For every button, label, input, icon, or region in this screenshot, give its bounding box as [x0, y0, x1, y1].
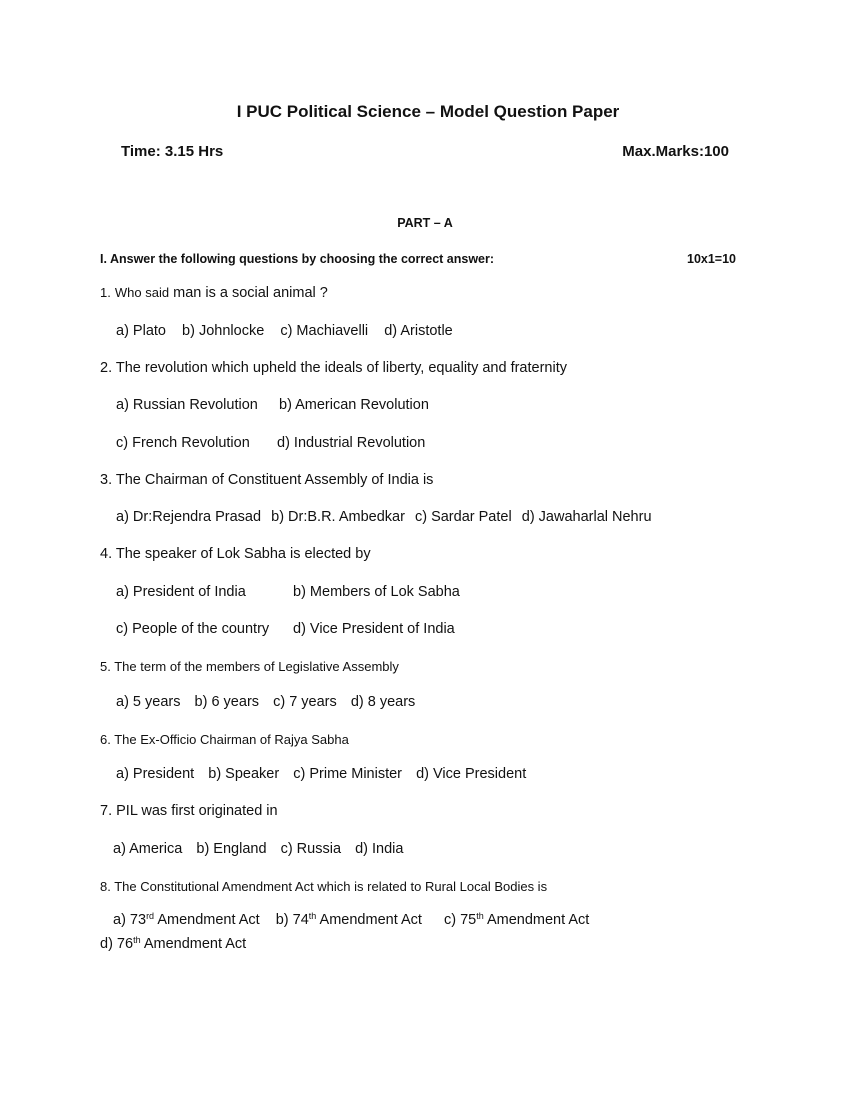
question-text: PIL was first originated in [116, 803, 278, 819]
question-number: 3. [100, 472, 113, 488]
option-d: d) India [355, 841, 404, 857]
question-text: The revolution which upheld the ideals of liberty, equality and fraternity [115, 360, 567, 376]
option-b: b) 74th Amendment Act [275, 911, 422, 928]
question-text: The Ex-Officio Chairman of Rajya Sabha [114, 732, 349, 747]
option-c: c) Sardar Patel [414, 509, 512, 525]
question-5 [100, 659, 399, 674]
question-text: The Chairman of Constituent Assembly of India is [115, 472, 434, 488]
page-title: I PUC Political Science – Model Question Paper [236, 102, 620, 121]
question-6 [100, 732, 349, 747]
option-c: c) French Revolution [116, 435, 250, 451]
option-a: a) 73rd Amendment Act [113, 911, 260, 928]
question-7 [100, 803, 278, 819]
question-number: 8. [100, 879, 111, 894]
question-1 [100, 285, 328, 301]
max-marks: Max.Marks:100 [622, 143, 729, 160]
question-text: The Constitutional Amendment Act which is related to Rural Local Bodies is [114, 879, 548, 894]
question-number: 4. [100, 546, 113, 562]
options-8 [113, 912, 589, 928]
options-6 [116, 766, 526, 782]
option-b: b) Members of Lok Sabha [293, 584, 460, 600]
option-b: b) Speaker [208, 766, 280, 782]
part-heading: PART – A [397, 216, 453, 230]
option-b: b) Dr:B.R. Ambedkar [271, 509, 405, 525]
options-7 [113, 841, 403, 857]
option-a: a) President [116, 766, 195, 782]
option-a: a) Russian Revolution [116, 397, 258, 413]
option-b: b) American Revolution [279, 397, 429, 413]
section-marks: 10x1=10 [687, 252, 737, 266]
exam-time: Time: 3.15 Hrs [121, 143, 224, 160]
option-c: c) Russia [280, 841, 342, 857]
option-d: d) 76th Amendment Act [100, 935, 247, 952]
section-instruction: I. Answer the following questions by choosing the correct answer: [100, 252, 495, 266]
question-3 [100, 472, 433, 488]
option-d: d) Vice President of India [293, 621, 455, 637]
question-number: 5. [100, 659, 111, 674]
option-c: c) People of the country [116, 621, 270, 637]
question-8 [100, 879, 547, 894]
options-1 [116, 323, 453, 339]
option-a: a) President of India [116, 584, 246, 600]
options-3 [116, 509, 652, 525]
options-5 [116, 694, 415, 710]
option-a: a) 5 years [116, 694, 181, 710]
question-number: 1. [100, 285, 111, 300]
option-d: d) 8 years [350, 694, 416, 710]
option-d: d) Vice President [416, 766, 527, 782]
question-text: man is a social animal ? [173, 285, 328, 301]
option-c: c) Prime Minister [293, 766, 403, 782]
option-d: d) Aristotle [384, 323, 453, 339]
question-number: 7. [100, 803, 113, 819]
option-b: b) Johnlocke [182, 323, 265, 339]
question-number: 2. [100, 360, 113, 376]
option-a: a) America [113, 841, 183, 857]
question-text: The term of the members of Legislative Assembly [114, 659, 399, 674]
option-c: c) 75th Amendment Act [443, 911, 590, 928]
question-2 [100, 360, 567, 376]
option-c: c) 7 years [273, 694, 337, 710]
option-b: b) England [196, 841, 267, 857]
option-d: d) Industrial Revolution [277, 435, 426, 451]
option-c: c) Machiavelli [280, 323, 369, 339]
option-a: a) Dr:Rejendra Prasad [116, 509, 262, 525]
question-number: 6. [100, 732, 111, 747]
option-a: a) Plato [116, 323, 166, 339]
question-4 [100, 546, 371, 562]
question-text-prefix: Who said [114, 285, 170, 300]
question-text: The speaker of Lok Sabha is elected by [115, 546, 371, 562]
option-d: d) Jawaharlal Nehru [521, 509, 652, 525]
option-b: b) 6 years [194, 694, 260, 710]
